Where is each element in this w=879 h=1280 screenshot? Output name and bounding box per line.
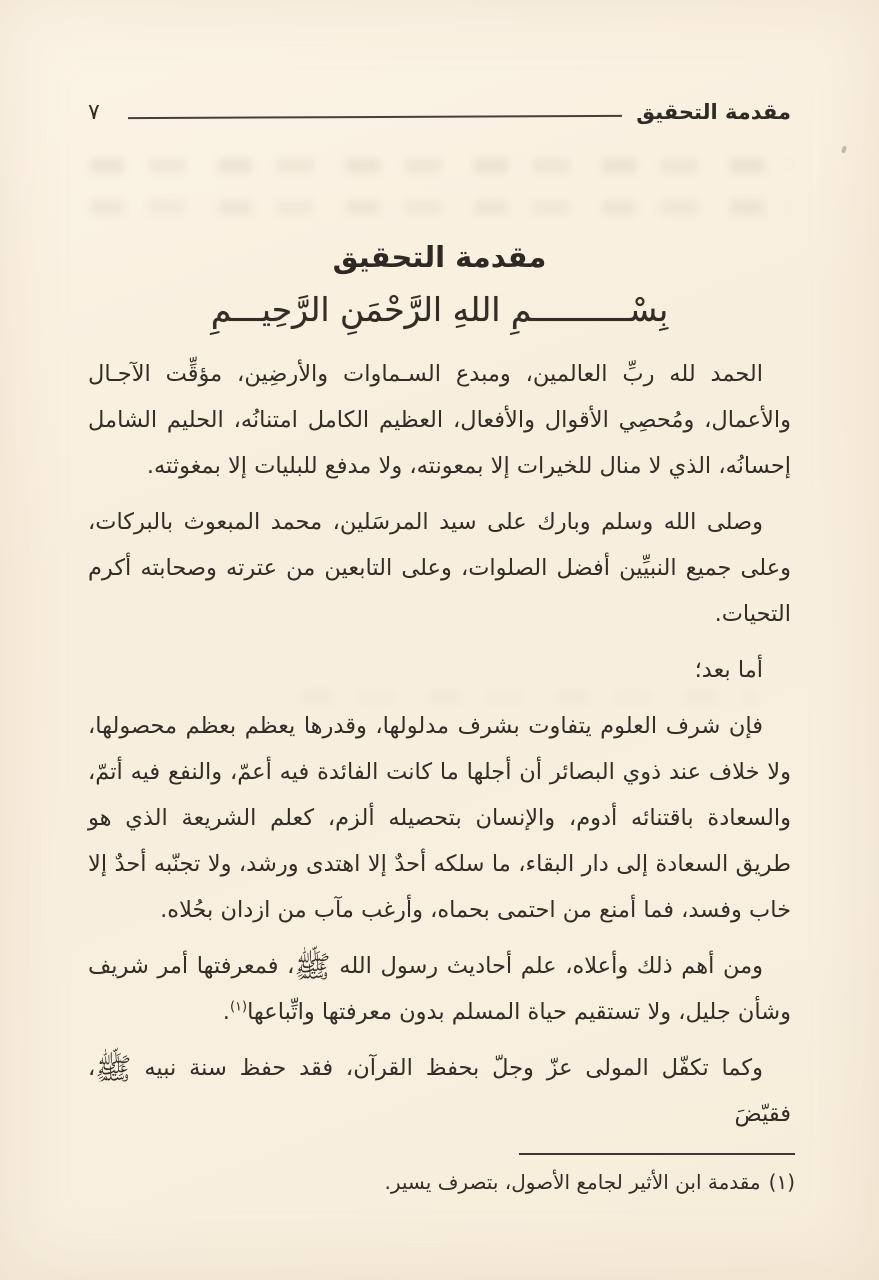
- footnote-separator-rule: [519, 1153, 795, 1155]
- paragraph-hifz-sunnah: [88, 1045, 791, 1137]
- text-segment: .: [222, 999, 230, 1025]
- footnote-text: مقدمة ابن الأثير لجامع الأصول، بتصرف يسير.: [384, 1170, 761, 1194]
- running-title: مقدمة التحقيق: [636, 100, 791, 124]
- footnote: [88, 1165, 795, 1199]
- footnote-reference: (١): [229, 999, 248, 1015]
- paragraph-salat: وصلى الله وسلم وبارك على سيد المرسَلين، محمد المبعوث بالبركات، وعلى جميع النبيِّين أفضل الصلوات، وعلى التابعين من عترته وصحابته أكرم التحيات.: [88, 509, 791, 627]
- text-segment: ، فقيّضَ: [88, 1055, 791, 1127]
- text-segment: وكما تكفّل المولى عزّ وجلّ بحفظ القرآن، فقد حفظ سنة نبيه: [131, 1055, 763, 1081]
- bleedthrough-artifact: [90, 200, 789, 215]
- body-text: [88, 351, 791, 1137]
- paragraph-ahadith: [88, 943, 791, 1035]
- text-segment: ومن أهم ذلك وأعلاه، علم أحاديث رسول الله: [330, 953, 763, 979]
- basmala-calligraphy: بِسْــــــــــمِ اللهِ الرَّحْمَنِ الرَّحِيـــمِ: [210, 290, 669, 329]
- footnote-area: [88, 1153, 795, 1199]
- paragraph-sharaf-ulum: فإن شرف العلوم يتفاوت بشرف مدلولها، وقدرها يعظم بعظم محصولها، ولا خلاف عند ذوي البصائر أن أجلها ما كانت الفائدة فيه أعمّ، والنفع فيه أتمّ، والسعادة باقتنائه أدوم، والإنسان بتحصيله ألزم، كعلم الشريعة الذي هو طريق السعادة إلى دار البقاء، ما سلكه أحدٌ إلا اهتدى ورشد، ولا تجنّبه أحدٌ إلا خاب وفسد، فما أمنع من احتمى بحماه، وأرغب مآب من ازدان بحُلاه.: [88, 713, 791, 923]
- paragraph-hamd: الحمد لله ربِّ العالمين، ومبدع السـماوات والأرضِين، مؤقِّت الآجـال والأعمال، ومُحصِي الأقوال والأفعال، العظيم الكامل امتنانُه، الحليم الشامل إحسانُه، الذي لا منال للخيرات إلا بمعونته، ولا مدفع للبليات إلا بمغوثته.: [88, 361, 791, 479]
- bleedthrough-artifact: [90, 158, 789, 173]
- footnote-marker: (١): [768, 1170, 795, 1194]
- text-segment: ، فمعرفتها أمر شريف وشأن جليل، ولا تستقيم حياة المسلم بدون معرفتها واتِّباعها: [88, 953, 791, 1025]
- page-number: ٧: [88, 99, 100, 125]
- paragraph-amma-baad: أما بعد؛: [694, 657, 763, 683]
- sallallahu-ligature: ﷺ: [294, 950, 331, 985]
- sallallahu-ligature: ﷺ: [95, 1052, 132, 1087]
- header-rule: [128, 115, 622, 119]
- page-header: [88, 96, 791, 128]
- scan-speck: [841, 146, 847, 154]
- chapter-title: مقدمة التحقيق: [332, 240, 547, 274]
